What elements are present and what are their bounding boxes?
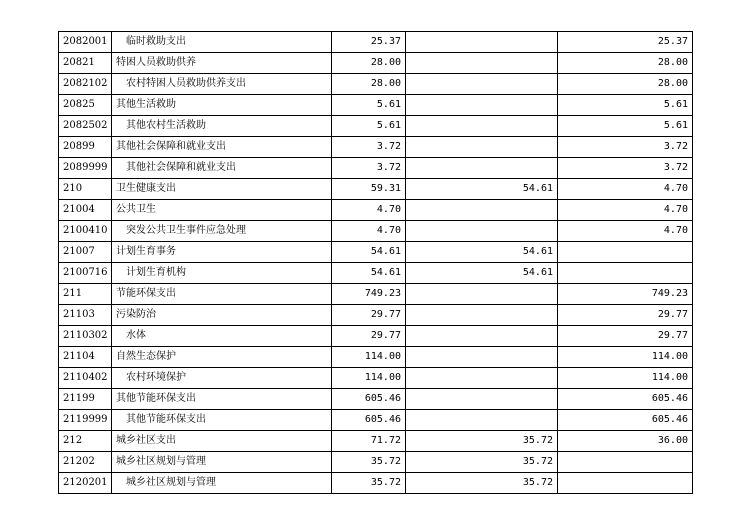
row-total-cell: 25.37 — [332, 32, 406, 53]
row-basic-cell — [406, 95, 558, 116]
row-code-cell: 2119999 — [59, 410, 112, 431]
row-total-cell: 114.00 — [332, 347, 406, 368]
row-code-cell: 2089999 — [59, 158, 112, 179]
row-name-cell: 其他农村生活救助 — [112, 116, 332, 137]
row-basic-cell — [406, 53, 558, 74]
row-project-cell: 3.72 — [558, 137, 693, 158]
row-name-cell: 其他节能环保支出 — [112, 410, 332, 431]
table-row — [59, 116, 693, 137]
row-code-cell: 2110302 — [59, 326, 112, 347]
row-code-cell: 2120201 — [59, 473, 112, 494]
row-basic-cell — [406, 32, 558, 53]
row-total-cell: 28.00 — [332, 53, 406, 74]
row-code-cell: 2100410 — [59, 221, 112, 242]
row-project-cell: 28.00 — [558, 53, 693, 74]
row-name-cell: 水体 — [112, 326, 332, 347]
row-total-cell: 3.72 — [332, 137, 406, 158]
row-code-cell: 2082502 — [59, 116, 112, 137]
row-project-cell: 4.70 — [558, 179, 693, 200]
row-total-cell: 35.72 — [332, 473, 406, 494]
table-row — [59, 179, 693, 200]
row-code-cell: 210 — [59, 179, 112, 200]
table-row — [59, 410, 693, 431]
row-total-cell: 59.31 — [332, 179, 406, 200]
row-code-cell: 20899 — [59, 137, 112, 158]
table-row — [59, 473, 693, 494]
row-code-cell: 21007 — [59, 242, 112, 263]
row-code-cell: 2100716 — [59, 263, 112, 284]
row-name-cell: 城乡社区规划与管理 — [112, 452, 332, 473]
row-project-cell: 4.70 — [558, 200, 693, 221]
row-basic-cell: 35.72 — [406, 473, 558, 494]
row-name-cell: 卫生健康支出 — [112, 179, 332, 200]
table-row — [59, 137, 693, 158]
row-code-cell: 2082001 — [59, 32, 112, 53]
row-name-cell: 临时救助支出 — [112, 32, 332, 53]
row-name-cell: 城乡社区支出 — [112, 431, 332, 452]
row-project-cell: 4.70 — [558, 221, 693, 242]
row-basic-cell — [406, 347, 558, 368]
row-basic-cell — [406, 326, 558, 347]
row-total-cell: 29.77 — [332, 326, 406, 347]
row-code-cell: 2110402 — [59, 368, 112, 389]
row-project-cell: 5.61 — [558, 95, 693, 116]
row-name-cell: 农村特困人员救助供养支出 — [112, 74, 332, 95]
table-row — [59, 326, 693, 347]
table-row — [59, 200, 693, 221]
row-total-cell: 114.00 — [332, 368, 406, 389]
row-code-cell: 20825 — [59, 95, 112, 116]
budget-table-body — [59, 32, 693, 494]
row-basic-cell — [406, 137, 558, 158]
row-code-cell: 21004 — [59, 200, 112, 221]
row-project-cell: 36.00 — [558, 431, 693, 452]
row-name-cell: 计划生育事务 — [112, 242, 332, 263]
table-row — [59, 305, 693, 326]
row-total-cell: 29.77 — [332, 305, 406, 326]
table-row — [59, 158, 693, 179]
table-row — [59, 284, 693, 305]
row-name-cell: 计划生育机构 — [112, 263, 332, 284]
row-code-cell: 21202 — [59, 452, 112, 473]
row-basic-cell — [406, 200, 558, 221]
budget-table — [58, 31, 693, 494]
row-project-cell: 749.23 — [558, 284, 693, 305]
table-row — [59, 389, 693, 410]
table-row — [59, 263, 693, 284]
row-project-cell: 5.61 — [558, 116, 693, 137]
row-project-cell: 29.77 — [558, 326, 693, 347]
row-project-cell — [558, 242, 693, 263]
row-total-cell: 54.61 — [332, 242, 406, 263]
table-row — [59, 452, 693, 473]
row-project-cell: 605.46 — [558, 389, 693, 410]
row-total-cell: 4.70 — [332, 200, 406, 221]
row-total-cell: 605.46 — [332, 389, 406, 410]
row-name-cell: 污染防治 — [112, 305, 332, 326]
table-row — [59, 221, 693, 242]
table-row — [59, 431, 693, 452]
row-total-cell: 605.46 — [332, 410, 406, 431]
row-code-cell: 211 — [59, 284, 112, 305]
row-code-cell: 212 — [59, 431, 112, 452]
table-row — [59, 32, 693, 53]
row-name-cell: 公共卫生 — [112, 200, 332, 221]
row-total-cell: 4.70 — [332, 221, 406, 242]
row-code-cell: 2082102 — [59, 74, 112, 95]
row-basic-cell: 54.61 — [406, 242, 558, 263]
row-basic-cell — [406, 74, 558, 95]
row-basic-cell — [406, 389, 558, 410]
table-row — [59, 53, 693, 74]
row-basic-cell: 35.72 — [406, 431, 558, 452]
row-project-cell: 605.46 — [558, 410, 693, 431]
row-total-cell: 5.61 — [332, 95, 406, 116]
row-name-cell: 自然生态保护 — [112, 347, 332, 368]
row-name-cell: 其他生活救助 — [112, 95, 332, 116]
row-total-cell: 35.72 — [332, 452, 406, 473]
row-project-cell — [558, 452, 693, 473]
row-name-cell: 其他社会保障和就业支出 — [112, 158, 332, 179]
row-basic-cell — [406, 284, 558, 305]
row-basic-cell — [406, 116, 558, 137]
row-project-cell — [558, 473, 693, 494]
row-name-cell: 其他节能环保支出 — [112, 389, 332, 410]
row-total-cell: 749.23 — [332, 284, 406, 305]
table-row — [59, 347, 693, 368]
row-basic-cell: 35.72 — [406, 452, 558, 473]
row-name-cell: 特困人员救助供养 — [112, 53, 332, 74]
row-project-cell — [558, 263, 693, 284]
row-total-cell: 3.72 — [332, 158, 406, 179]
row-total-cell: 54.61 — [332, 263, 406, 284]
row-code-cell: 21103 — [59, 305, 112, 326]
row-name-cell: 农村环境保护 — [112, 368, 332, 389]
row-code-cell: 20821 — [59, 53, 112, 74]
row-project-cell: 29.77 — [558, 305, 693, 326]
row-project-cell: 114.00 — [558, 368, 693, 389]
row-basic-cell — [406, 158, 558, 179]
row-project-cell: 25.37 — [558, 32, 693, 53]
row-project-cell: 28.00 — [558, 74, 693, 95]
row-total-cell: 5.61 — [332, 116, 406, 137]
table-row — [59, 74, 693, 95]
row-basic-cell: 54.61 — [406, 179, 558, 200]
row-basic-cell — [406, 221, 558, 242]
row-code-cell: 21199 — [59, 389, 112, 410]
row-name-cell: 突发公共卫生事件应急处理 — [112, 221, 332, 242]
row-basic-cell — [406, 410, 558, 431]
row-name-cell: 其他社会保障和就业支出 — [112, 137, 332, 158]
row-name-cell: 节能环保支出 — [112, 284, 332, 305]
row-total-cell: 71.72 — [332, 431, 406, 452]
row-project-cell: 114.00 — [558, 347, 693, 368]
row-total-cell: 28.00 — [332, 74, 406, 95]
table-row — [59, 242, 693, 263]
row-basic-cell — [406, 305, 558, 326]
table-row — [59, 95, 693, 116]
table-row — [59, 368, 693, 389]
row-project-cell: 3.72 — [558, 158, 693, 179]
row-code-cell: 21104 — [59, 347, 112, 368]
row-basic-cell — [406, 368, 558, 389]
row-name-cell: 城乡社区规划与管理 — [112, 473, 332, 494]
row-basic-cell: 54.61 — [406, 263, 558, 284]
